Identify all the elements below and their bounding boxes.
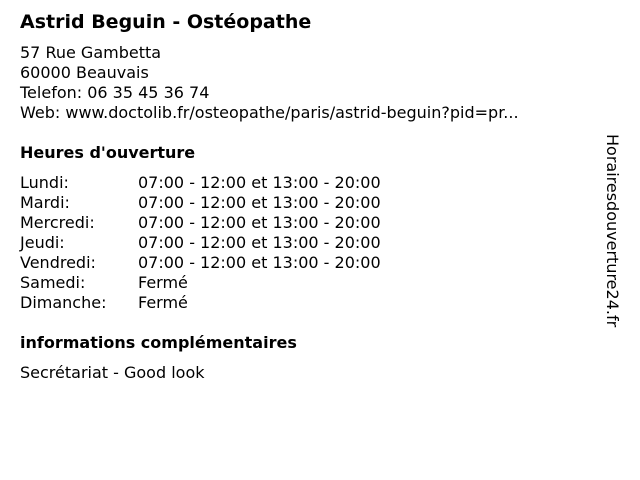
opening-hours-heading: Heures d'ouverture (20, 143, 196, 162)
website-link[interactable]: Web: www.doctolib.fr/osteopathe/paris/astrid-beguin?pid=pr... (20, 103, 519, 122)
time-range: 07:00 - 12:00 et 13:00 - 20:00 (138, 253, 381, 272)
hours-row (20, 213, 600, 233)
time-range: 07:00 - 12:00 et 13:00 - 20:00 (138, 233, 381, 252)
address-block (20, 43, 600, 123)
hours-row (20, 253, 600, 273)
hours-row (20, 273, 600, 293)
day-label: Samedi: (20, 273, 86, 292)
time-range: Fermé (138, 273, 188, 292)
time-range: Fermé (138, 293, 188, 312)
day-label: Mardi: (20, 193, 70, 212)
hours-row (20, 193, 600, 213)
site-watermark: Horairesdouverture24.fr (603, 134, 622, 328)
street-address: 57 Rue Gambetta (20, 43, 162, 62)
business-card (20, 9, 600, 383)
additional-info-heading: informations complémentaires (20, 333, 297, 352)
hours-row (20, 233, 600, 253)
day-label: Vendredi: (20, 253, 96, 272)
phone-number: Telefon: 06 35 45 36 74 (20, 83, 210, 102)
business-name: Astrid Beguin - Ostéopathe (20, 11, 312, 33)
additional-info-text: Secrétariat - Good look (20, 363, 205, 382)
day-label: Jeudi: (20, 233, 65, 252)
hours-row (20, 173, 600, 193)
day-label: Mercredi: (20, 213, 95, 232)
opening-hours-table (20, 173, 600, 313)
hours-row (20, 293, 600, 313)
time-range: 07:00 - 12:00 et 13:00 - 20:00 (138, 173, 381, 192)
time-range: 07:00 - 12:00 et 13:00 - 20:00 (138, 193, 381, 212)
time-range: 07:00 - 12:00 et 13:00 - 20:00 (138, 213, 381, 232)
day-label: Dimanche: (20, 293, 107, 312)
day-label: Lundi: (20, 173, 69, 192)
city-postcode: 60000 Beauvais (20, 63, 149, 82)
